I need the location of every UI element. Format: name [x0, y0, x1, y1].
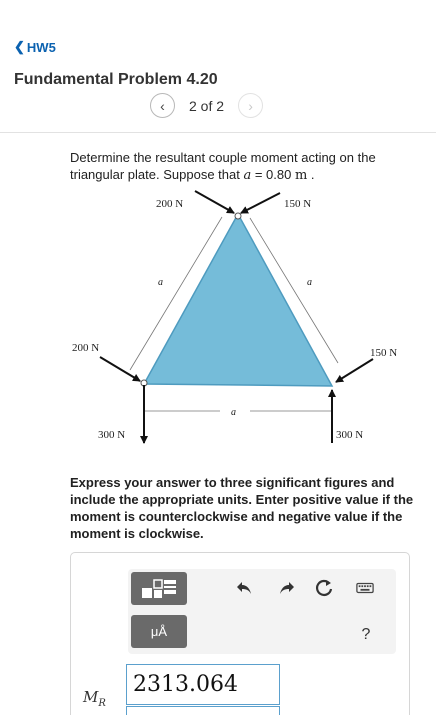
- back-link-label: HW5: [26, 39, 56, 55]
- previous-button[interactable]: [150, 93, 175, 118]
- moment-variable: M: [83, 688, 99, 706]
- redo-icon[interactable]: [278, 579, 296, 597]
- force-label-top-left: 200 N: [156, 198, 184, 210]
- templates-icon: [140, 578, 178, 600]
- triangle-diagram: [70, 185, 410, 455]
- reset-icon[interactable]: [315, 579, 333, 597]
- force-label-top-right: 150 N: [284, 198, 312, 210]
- question-text-part: = 0.80: [251, 167, 295, 182]
- chevron-left-icon: ❮: [14, 39, 25, 54]
- moment-variable-subscript: R: [98, 698, 106, 709]
- unit-m: m: [294, 168, 308, 183]
- variable-a: a: [243, 168, 252, 183]
- force-label-bottom-left: 300 N: [98, 429, 126, 441]
- side-label-bottom: a: [231, 407, 236, 418]
- math-toolbar: [128, 569, 396, 654]
- unit-input[interactable]: [126, 706, 280, 715]
- vertex-top: [235, 213, 241, 219]
- force-label-right: 150 N: [370, 347, 398, 359]
- chevron-right-icon: ›: [248, 97, 253, 114]
- force-label-bottom-right: 300 N: [336, 429, 364, 441]
- back-link[interactable]: [14, 39, 56, 55]
- answer-instructions: Express your answer to three significant figures and include the appropriate units. Enter positive value if the moment is counterclockwise and negative value if the moment is clockwise.: [70, 475, 414, 541]
- header-divider: [0, 132, 436, 133]
- undo-icon[interactable]: [235, 579, 253, 597]
- question-text-part: Determine the resultant couple moment acting on the triangular plate. Suppose that: [70, 150, 376, 182]
- units-button[interactable]: [131, 615, 187, 648]
- problem-title: Fundamental Problem 4.20: [14, 71, 218, 88]
- moment-variable-label: [83, 688, 106, 709]
- force-label-left: 200 N: [72, 342, 100, 354]
- side-label-right: a: [307, 277, 312, 288]
- value-input[interactable]: 2313.064: [126, 664, 280, 705]
- next-button[interactable]: [238, 93, 263, 118]
- help-button[interactable]: ?: [361, 626, 371, 643]
- side-label-left: a: [158, 277, 163, 288]
- units-label: μÅ: [150, 624, 168, 639]
- problem-figure: [70, 185, 410, 455]
- page-count: 2 of 2: [189, 97, 225, 114]
- pager: [150, 93, 263, 118]
- keyboard-icon[interactable]: [356, 579, 374, 597]
- chevron-left-icon: ‹: [160, 97, 165, 114]
- question-text: [70, 149, 410, 184]
- templates-button[interactable]: [131, 572, 187, 605]
- question-text-part: .: [307, 167, 315, 182]
